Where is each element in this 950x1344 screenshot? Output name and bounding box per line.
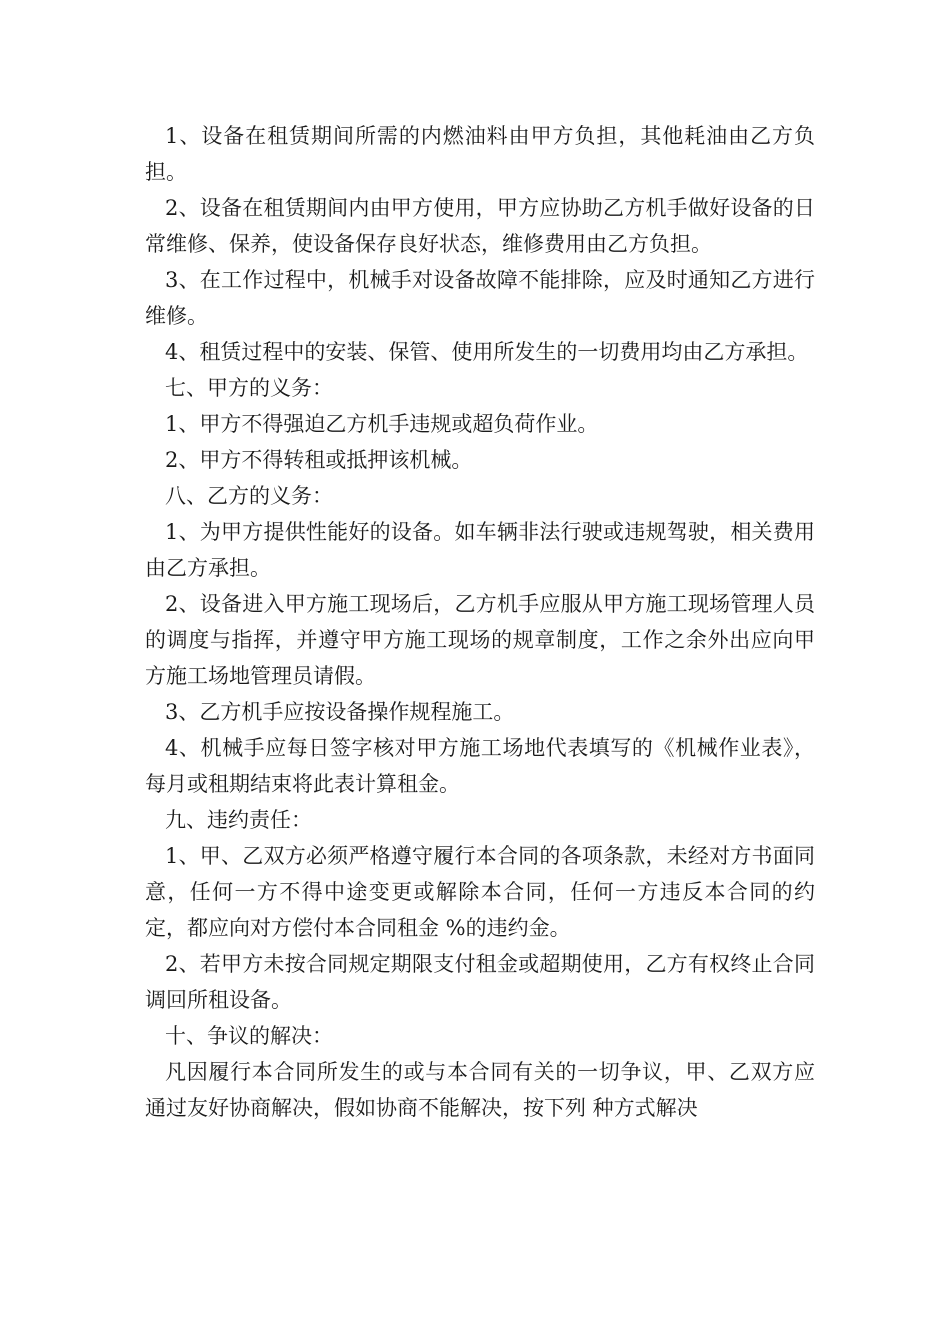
clause-fuel: 1、设备在租赁期间所需的内燃油料由甲方负担，其他耗油由乙方负担。 <box>145 124 815 184</box>
clause-fault-repair: 3、在工作过程中，机械手对设备故障不能排除，应及时通知乙方进行维修。 <box>145 268 815 328</box>
section-heading-party-b-duties: 八、乙方的义务： <box>165 484 333 508</box>
clause-work-sheet: 4、机械手应每日签字核对甲方施工场地代表填写的《机械作业表》，每月或租期结束将此表计算租金。 <box>145 736 815 796</box>
clause-maintenance: 2、设备在租赁期间内由甲方使用，甲方应协助乙方机手做好设备的日常维修、保养，使设备保存良好状态，维修费用由乙方负担。 <box>145 196 815 256</box>
clause-no-forced-overload: 1、甲方不得强迫乙方机手违规或超负荷作业。 <box>165 412 599 436</box>
section-heading-disputes: 十、争议的解决： <box>165 1024 333 1048</box>
section-heading-party-a-duties: 七、甲方的义务： <box>165 376 333 400</box>
clause-termination: 2、若甲方未按合同规定期限支付租金或超期使用，乙方有权终止合同调回所租设备。 <box>145 952 815 1012</box>
clause-no-sublease: 2、甲方不得转租或抵押该机械。 <box>165 448 473 472</box>
clause-site-rules: 2、设备进入甲方施工现场后，乙方机手应服从甲方施工现场管理人员的调度与指挥，并遵守甲方施工现场的规章制度，工作之余外出应向甲方施工场地管理员请假。 <box>145 592 815 688</box>
document-body <box>145 118 815 1126</box>
clause-dispute-resolution: 凡因履行本合同所发生的或与本合同有关的一切争议，甲、乙双方应通过友好协商解决，假如协商不能解决，按下列 种方式解决 <box>145 1060 815 1120</box>
clause-provide-equipment: 1、为甲方提供性能好的设备。如车辆非法行驶或违规驾驶，相关费用由乙方承担。 <box>145 520 815 580</box>
clause-costs: 4、租赁过程中的安装、保管、使用所发生的一切费用均由乙方承担。 <box>165 340 809 364</box>
clause-operating-procedures: 3、乙方机手应按设备操作规程施工。 <box>165 700 515 724</box>
clause-breach-penalty: 1、甲、乙双方必须严格遵守履行本合同的各项条款，未经对方书面同意，任何一方不得中途变更或解除本合同，任何一方违反本合同的约定，都应向对方偿付本合同租金 %的违约金。 <box>145 844 815 940</box>
section-heading-liability: 九、违约责任： <box>165 808 312 832</box>
